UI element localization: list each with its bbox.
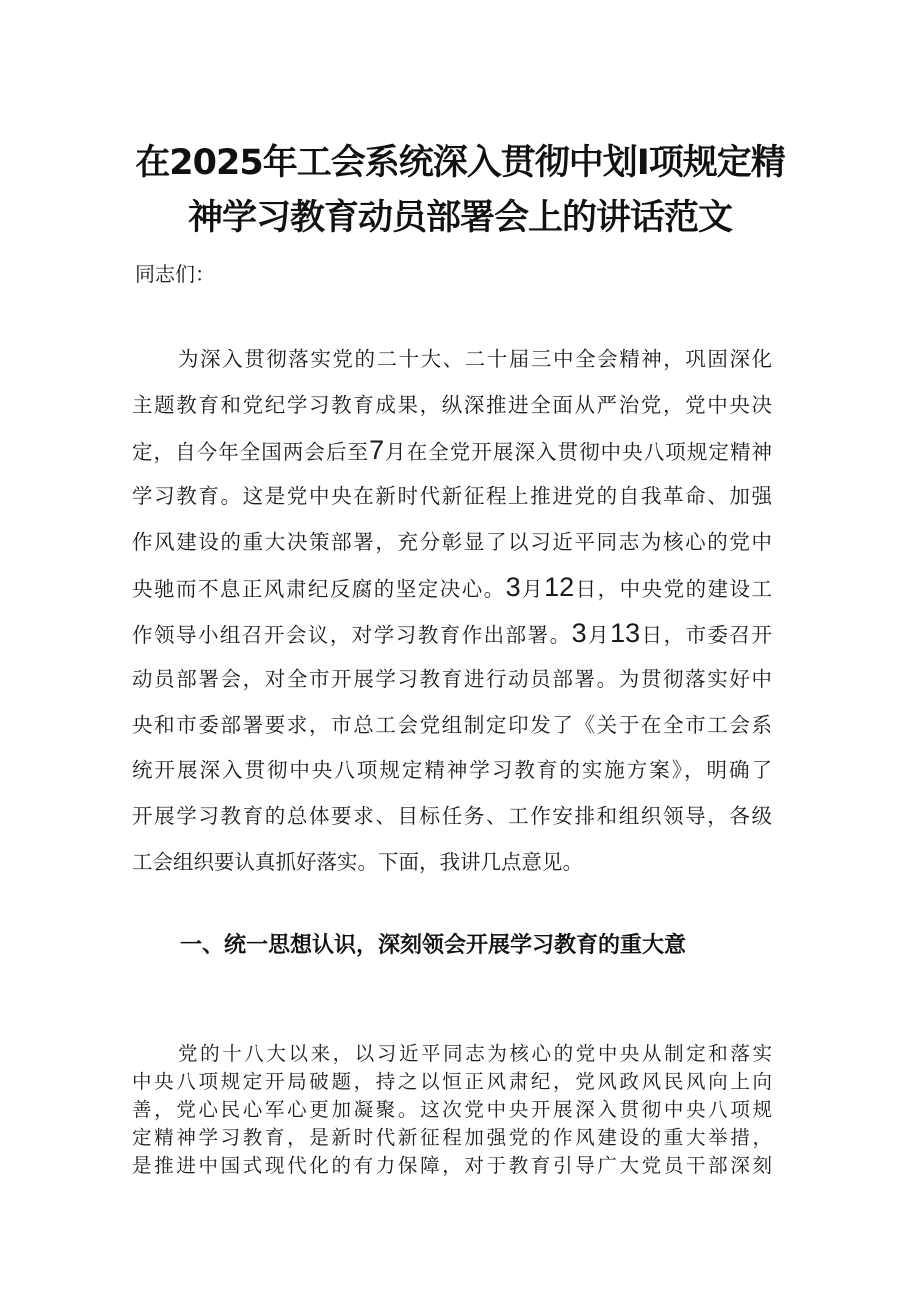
paragraph-2-line: 中央八项规定开局破题，持之以恒正风肃纪，党风政风民风向上向 <box>132 1070 772 1093</box>
text-run: 开展学习教育的总体要求、目标任务、工作安排和组织领导，各级 <box>132 803 772 828</box>
paragraph-2-line: 党的十八大以来，以习近平同志为核心的党中央从制定和落实 <box>178 1042 772 1065</box>
text-run: 工会组织要认真抓好落实。下面，我讲几点意见。 <box>132 849 583 874</box>
paragraph-1-line <box>132 520 772 566</box>
paragraph-1 <box>132 337 772 885</box>
paragraph-1-line <box>132 794 772 840</box>
text-run: 月 <box>586 623 611 648</box>
document-title-line-2: 神学习教育动员部署会上的讲话范文 <box>187 198 732 238</box>
paragraph-1-line <box>132 840 772 886</box>
text-run: 主题教育和党纪学习教育成果，纵深推进全面从严治党，党中央决 <box>132 392 772 417</box>
paragraph-1-line <box>132 474 772 520</box>
text-run: 月 <box>520 577 545 602</box>
document-title-line-1: 在2025年工会系统深入贯彻中划I项规定精 <box>135 143 785 183</box>
text-run: 央和市委部署要求，市总工会党组制定印发了《关于在全市工会系 <box>132 712 772 737</box>
paragraph-1-line <box>132 337 772 383</box>
number-run: 3 <box>505 572 521 603</box>
paragraph-2 <box>132 1040 772 1180</box>
number-run: 13 <box>610 618 641 649</box>
text-run: 作风建设的重大决策部署，充分彰显了以习近平同志为核心的党中 <box>132 529 772 554</box>
text-run: 学习教育。这是党中央在新时代新征程上推进党的自我革命、加强 <box>132 484 772 509</box>
text-run: 动员部署会，对全市开展学习教育进行动员部署。为贯彻落实好中 <box>132 666 772 691</box>
text-run: 月在全党开展深入贯彻中央八项规定精神 <box>384 440 773 465</box>
number-run: 12 <box>544 572 575 603</box>
number-run: 3 <box>571 618 587 649</box>
paragraph-2-line: 是推进中国式现代化的有力保障，对于教育引导广大党员干部深刻 <box>132 1154 772 1177</box>
text-run: 定，自今年全国两会后至 <box>132 440 370 465</box>
paragraph-1-line <box>132 611 772 657</box>
text-run: 日，中央党的建设工 <box>574 577 773 602</box>
paragraph-1-line <box>132 703 772 749</box>
number-run: 7 <box>369 435 385 466</box>
text-run: 日，市委召开 <box>640 623 773 648</box>
text-run: 为深入贯彻落实党的二十大、二十届三中全会精神，巩固深化 <box>178 347 772 371</box>
section-heading-1: 一、统一思想认识，深刻领会开展学习教育的重大意 <box>180 933 687 958</box>
text-run: 统开展深入贯彻中央八项规定精神学习教育的实施方案》，明确了 <box>132 758 772 783</box>
paragraph-2-line: 善，党心民心军心更加凝聚。这次党中央开展深入贯彻中央八项规 <box>132 1098 772 1121</box>
paragraph-1-line <box>132 748 772 794</box>
paragraph-1-line <box>132 565 772 611</box>
text-run: 央驰而不息正风肃纪反腐的坚定决心。 <box>132 577 506 602</box>
salutation: 同志们： <box>135 262 215 286</box>
paragraph-1-line <box>132 383 772 429</box>
paragraph-1-line <box>132 657 772 703</box>
text-run: 作领导小组召开会议，对学习教育作出部署。 <box>132 623 572 648</box>
paragraph-1-line <box>132 428 772 474</box>
paragraph-2-line: 定精神学习教育，是新时代新征程加强党的作风建设的重大举措， <box>132 1126 772 1149</box>
